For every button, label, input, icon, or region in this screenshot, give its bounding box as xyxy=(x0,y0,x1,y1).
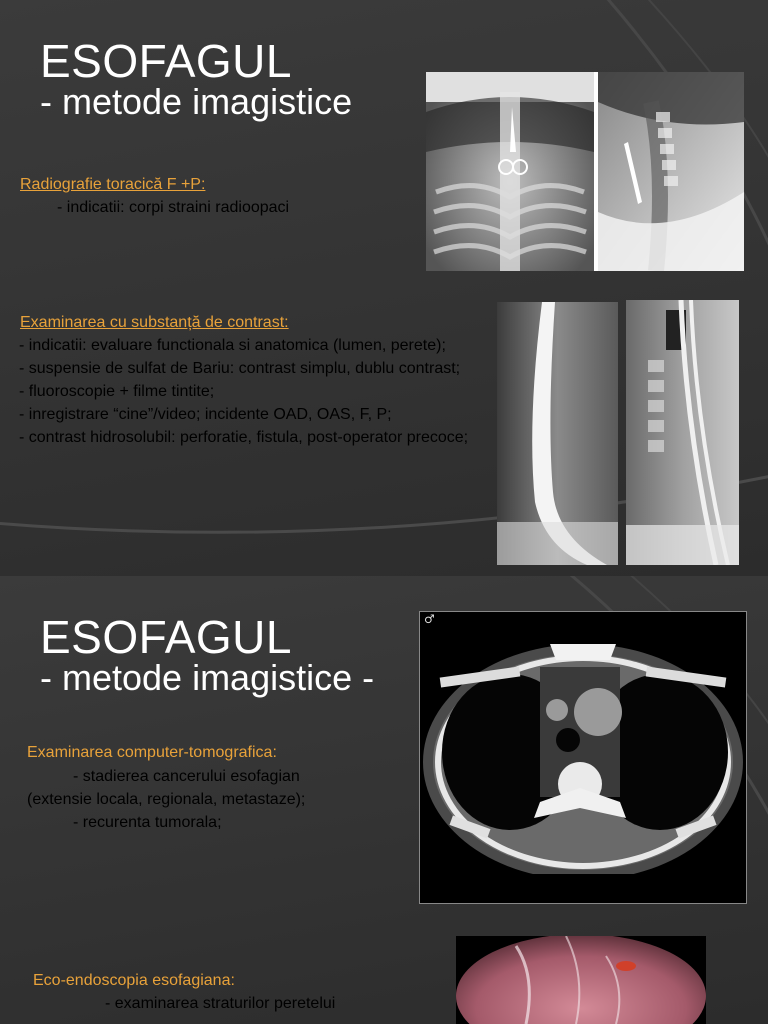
contrast-line: - indicatii: evaluare functionala si anatomica (lumen, perete); xyxy=(19,337,446,354)
eco-line: - examinarea straturilor peretelui xyxy=(105,995,336,1012)
barium-image-2 xyxy=(626,300,739,565)
contrast-line: - suspensie de sulfat de Bariu: contrast simplu, dublu contrast; xyxy=(19,360,461,377)
xray-image xyxy=(426,72,744,271)
barium-image-1 xyxy=(497,302,618,565)
xray-line: - indicatii: corpi straini radioopaci xyxy=(57,199,290,216)
contrast-text xyxy=(19,334,483,449)
ct-image xyxy=(419,611,747,904)
ct-line: - recurenta tumorala; xyxy=(73,814,222,831)
ct-line: (extensie locala, regionala, metastaze); xyxy=(27,791,306,808)
slide-subtitle: - metode imagistice - xyxy=(40,657,375,698)
ct-marker: ♂ xyxy=(424,612,435,626)
contrast-line: - contrast hidrosolubil: perforatie, fistula, post-operator precoce; xyxy=(19,429,469,446)
eco-heading: Eco-endoscopia esofagiana: xyxy=(33,972,235,989)
slide-title: ESOFAGUL xyxy=(40,35,292,87)
ct-line: - stadierea cancerului esofagian xyxy=(73,768,300,785)
eco-text xyxy=(105,992,435,1015)
slide-2 xyxy=(0,576,768,1024)
slide-title: ESOFAGUL xyxy=(40,611,292,663)
endoscopy-image xyxy=(456,936,706,1024)
slide-subtitle: - metode imagistice xyxy=(40,81,353,122)
contrast-heading: Examinarea cu substanță de contrast: xyxy=(20,314,289,331)
contrast-line: - inregistrare “cine”/video; incidente OAD, OAS, F, P; xyxy=(19,406,392,423)
xray-heading: Radiografie toracică F +P: xyxy=(20,176,206,193)
contrast-line: - fluoroscopie + filme tintite; xyxy=(19,383,215,400)
ct-text xyxy=(27,765,397,834)
ct-heading: Examinarea computer-tomografica: xyxy=(27,744,277,761)
xray-text xyxy=(57,196,417,219)
